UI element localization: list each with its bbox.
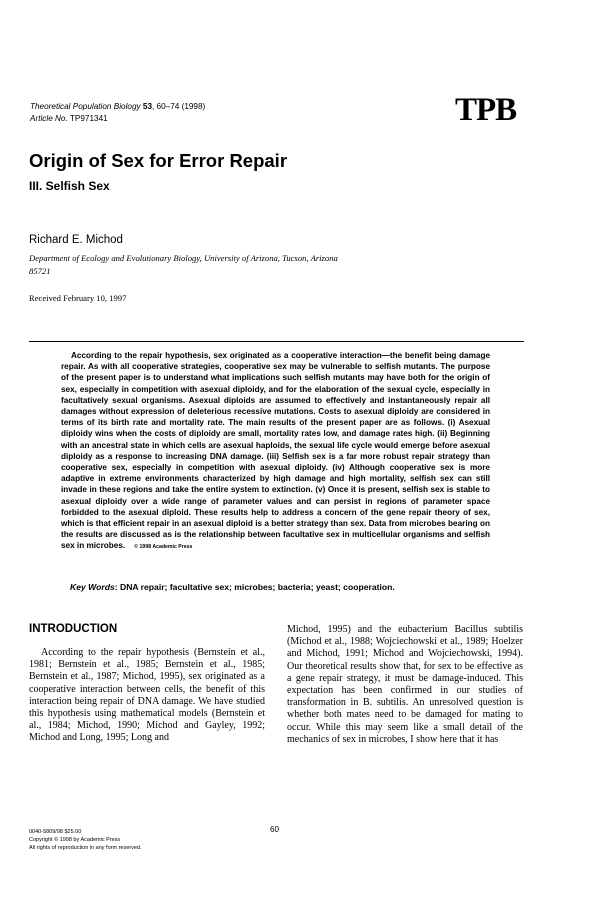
journal-volume: 53 [142, 102, 152, 111]
abstract [61, 350, 490, 554]
journal-name: Theoretical Population Biology [30, 102, 141, 111]
received-date: Received February 10, 1997 [29, 293, 127, 303]
footer-rights: All rights of reproduction in any form reserved. [29, 845, 142, 851]
article-label: Article No. [30, 114, 68, 123]
journal-pages-year: , 60–74 (1998) [152, 102, 206, 111]
keywords [70, 582, 395, 592]
page-number: 60 [270, 825, 279, 834]
footer-issn: 0040-5809/98 $25.00 [29, 829, 82, 835]
journal-citation [30, 101, 205, 125]
section-heading-introduction: INTRODUCTION [29, 623, 118, 635]
footer-notice [29, 828, 142, 852]
author-name: Richard E. Michod [29, 234, 123, 246]
article-title: Origin of Sex for Error Repair [29, 150, 288, 171]
intro-column-right: Michod, 1995) and the eubacterium Bacillus subtilis (Michod et al., 1988; Wojciechowski et al., 1989; Hoelzer and Michod, 1991; Michod and Wojciechowski, 1994). Our theoretical results show that, for sex to be effective as a gene repair strategy, it must be damage-induced. This expectation has been confirmed in our studies of transformation in B. subtilis. An unresolved question is whether both mates need to be damaged for mating to occur. While this may seem like a small detail of the mechanics of sex in microbes, I show here that it has [287, 624, 523, 745]
article-number: TP971341 [69, 114, 108, 123]
keywords-text: : DNA repair; facultative sex; microbes; bacteria; yeast; cooperation. [114, 582, 395, 592]
intro-column-left: According to the repair hypothesis (Bernstein et al., 1981; Bernstein et al., 1985; Bernstein et al., 1985; Bernstein et al., 1987; Michod, 1995), sex originated as a cooperative interaction between cells, the benefit of this interaction being repair of DNA damage. We have studied this hypothesis using mathematical models (Bernstein et al., 1984; Michod, 1990; Michod and Gayley, 1992; Michod and Long, 1995; Long and [29, 647, 265, 744]
author-affiliation: Department of Ecology and Evolutionary Biology, University of Arizona, Tucson, Arizona 85721 [29, 253, 338, 276]
keywords-label: Key Words [70, 582, 115, 592]
abstract-text: According to the repair hypothesis, sex originated as a cooperative interaction—the benefit being damage repair. As with all cooperative strategies, cooperative sex may be vulnerable to selfish mutants. The purpose of the present paper is to understand what implications such selfish mutants may have both for the origin of sex, especially in competition with asexual diploidy, and for the elaboration of the sexual cycle, especially in facultatively sexual organisms. Asexual diploids are assumed to effectively and instantaneously repair all damages without expression of deleterious recessive mutations. Costs to asexual diploidy are considered in terms of its birth rate and mortality rate. The main results of the present paper are as follows. (i) Asexual diploidy wins when the costs of diploidy are small, mortality rates low, and damage rates high. (ii) Beginning with an ancestral state in which cells are asexual haploids, the sexual life cycle would emerge before asexual diploidy as a response to increasing DNA damage. (iii) Selfish sex is a far more robust repair strategy than cooperative sex, especially in competition with asexual diploidy. (iv) Although cooperative sex is more adaptive in extreme environments characterized by high damage and high mortality, selfish sex can still invade in these regions and take the entire system to extinction. (v) Once it is present, selfish sex is stable to asexual diploidy over a wide range of parameter values and can persist in regions of parameter space forbidded to the asexual diploid. These results help to address a concern of the gene repair theory of sex, which is that efficient repair in an asexual diploid is a better strategy than sex. Data from microbes bearing on the results are discussed as is the relationship between facultative sex in multicellular organisms and selfish sex in microbes. [61, 351, 490, 551]
journal-logo: TPB [455, 92, 517, 128]
footer-copyright: Copyright © 1998 by Academic Press [29, 837, 121, 843]
divider [29, 341, 524, 342]
article-subtitle: III. Selfish Sex [29, 179, 110, 193]
abstract-copyright: © 1998 Academic Press [134, 544, 193, 551]
